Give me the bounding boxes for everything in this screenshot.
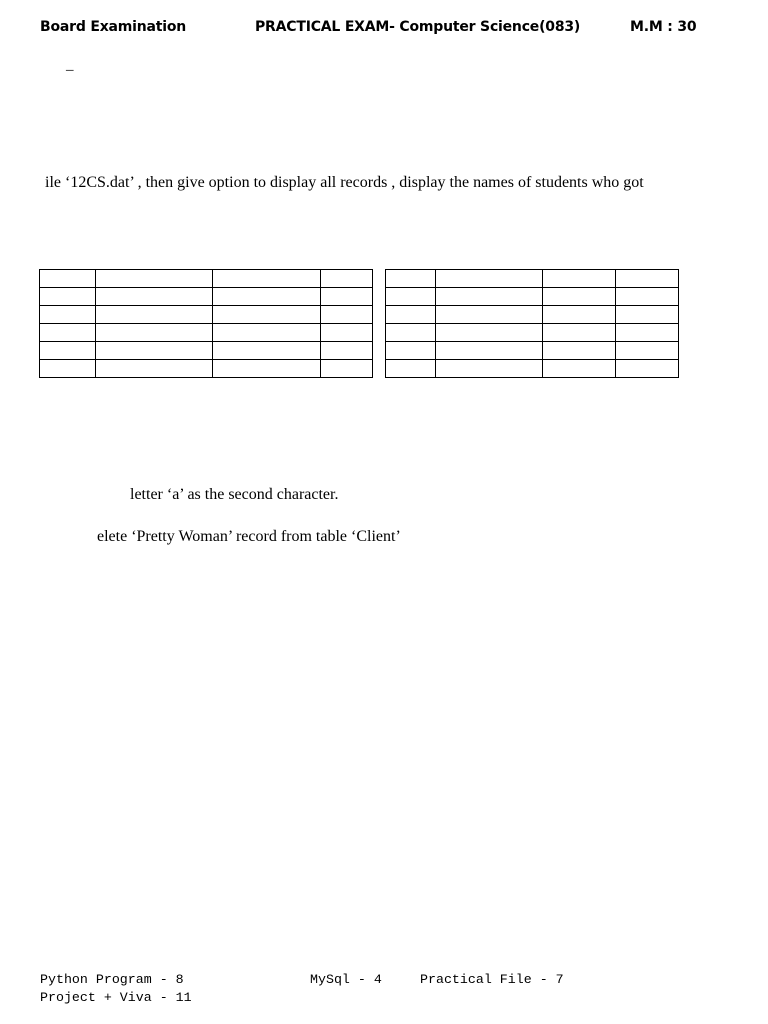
table-row	[386, 360, 679, 378]
stray-dash: –	[66, 62, 74, 78]
question-text-line-1: ile ‘12CS.dat’ , then give option to display all records , display the names of students who got	[45, 174, 644, 191]
table-row	[386, 324, 679, 342]
table-left	[39, 269, 373, 378]
table-row	[386, 270, 679, 288]
table-row	[40, 288, 373, 306]
question-text-line-3: elete ‘Pretty Woman’ record from table ‘Client’	[97, 528, 401, 545]
footer-python-marks: Python Program - 8	[40, 972, 184, 987]
table-right	[385, 269, 679, 378]
table-row	[40, 324, 373, 342]
table-row	[386, 342, 679, 360]
footer-practical-file-marks: Practical File - 7	[420, 972, 564, 987]
header-board-examination: Board Examination	[40, 19, 187, 35]
header-max-marks: M.M : 30	[630, 19, 697, 35]
table-row	[40, 270, 373, 288]
table-row	[40, 342, 373, 360]
footer-project-viva-marks: Project + Viva - 11	[40, 990, 192, 1005]
footer-mysql-marks: MySql - 4	[310, 972, 382, 987]
table-row	[40, 360, 373, 378]
table-row	[386, 288, 679, 306]
table-row	[40, 306, 373, 324]
table-row	[386, 306, 679, 324]
question-text-line-2: letter ‘a’ as the second character.	[130, 486, 339, 503]
header-exam-title: PRACTICAL EXAM- Computer Science(083)	[255, 19, 581, 35]
